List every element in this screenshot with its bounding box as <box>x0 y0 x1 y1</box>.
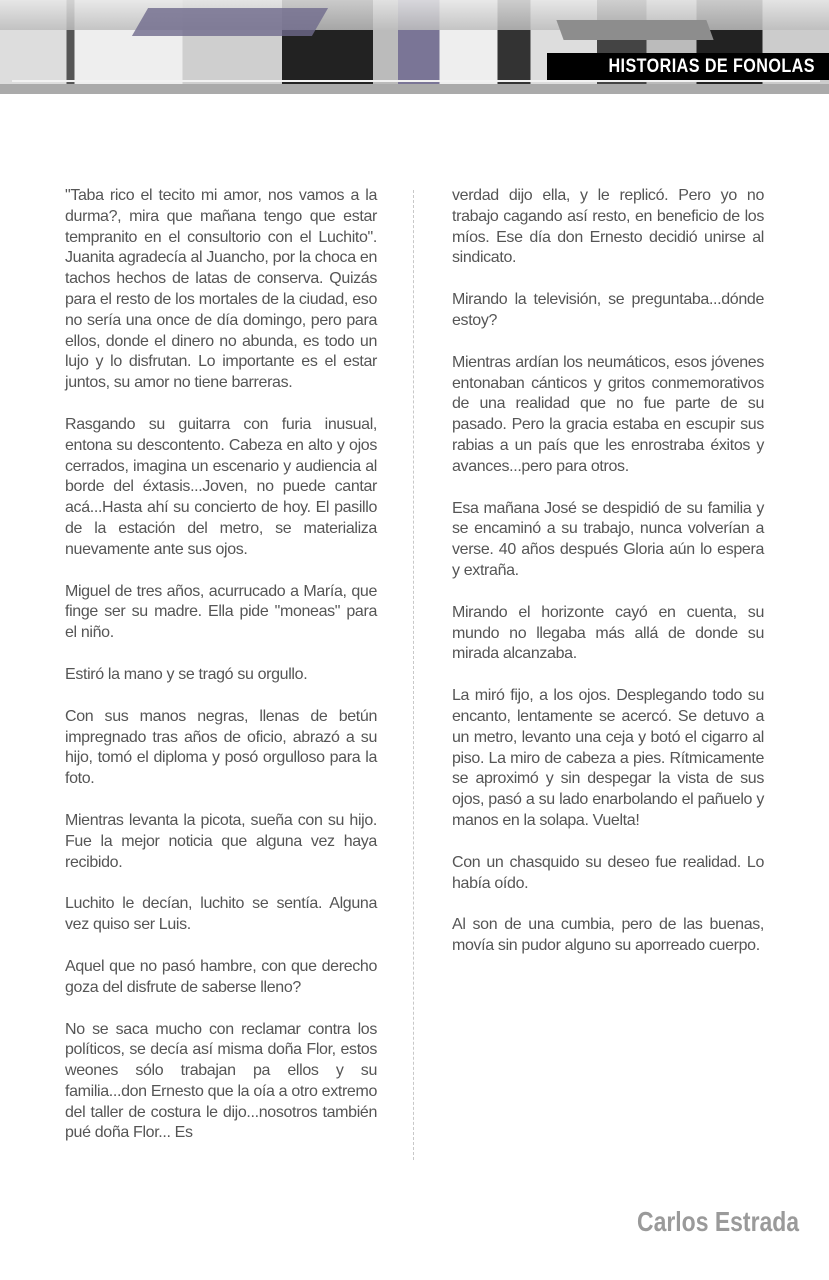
paragraph: Mirando la televisión, se preguntaba...dónde estoy? <box>452 291 764 329</box>
banner-roof-2 <box>556 20 713 40</box>
banner-rule <box>12 80 820 82</box>
paragraph: Aquel que no pasó hambre, con que derecho goza del disfrute de saberse lleno? <box>65 957 377 996</box>
paragraph: Con un chasquido su deseo fue realidad. Lo había oído. <box>452 853 764 892</box>
paragraph: No se saca mucho con reclamar contra los políticos, se decía así misma doña Flor, estos weones sólo trabajan pa ellos y su familia...don Ernesto que la oía a otro extremo del taller de costura le dijo...nosotros también pué doña Flor... Es <box>65 1020 377 1142</box>
author-name: Carlos Estrada <box>637 1206 800 1237</box>
column-divider <box>413 190 414 1160</box>
right-column <box>452 186 764 978</box>
paragraph: Al son de una cumbia, pero de las buenas, movía sin pudor alguno su aporreado cuerpo. <box>452 916 764 955</box>
paragraph: Mirando el horizonte cayó en cuenta, su mundo no llegaba más allá de donde su mirada alcanzaba. <box>452 603 764 663</box>
paragraph: Miguel de tres años, acurrucado a María, que finge ser su madre. Ella pide "moneas" para el niño. <box>65 582 377 642</box>
paragraph: verdad dijo ella, y le replicó. Pero yo no trabajo cagando así resto, en beneficio de los míos. Ese día don Ernesto decidió unirse al sindicato. <box>452 187 764 267</box>
section-title-box <box>547 53 829 80</box>
paragraph: "Taba rico el tecito mi amor, nos vamos a la durma?, mira que mañana tengo que estar tempranito en el consultorio con el Luchito". Juanita agradecía al Juancho, por la choca en tachos hechos de latas de conserva. Quizás para el resto de los mortales de la ciudad, eso no sería una once de día domingo, pero para ellos, donde el dinero no abunda, es todo un lujo y lo disfrutan. Lo importante es el estar juntos, su amor no tiene barreras. <box>65 187 377 392</box>
paragraph: Mientras levanta la picota, sueña con su hijo. Fue la mejor noticia que alguna vez haya recibido. <box>65 811 377 871</box>
paragraph: Luchito le decían, luchito se sentía. Alguna vez quiso ser Luis. <box>65 895 377 934</box>
paragraph: Con sus manos negras, llenas de betún impregnado tras años de oficio, abrazó a su hijo, tomó el diploma y posó orgulloso para la foto. <box>65 707 377 788</box>
left-column <box>65 186 377 1165</box>
section-title: HISTORIAS DE FONOLAS <box>608 56 815 77</box>
paragraph: Esa mañana José se despidió de su familia y se encaminó a su trabajo, nunca volverían a verse. 40 años después Gloria aún lo espera y extraña. <box>452 499 764 579</box>
paragraph: Estiró la mano y se tragó su orgullo. <box>65 665 308 683</box>
paragraph: Rasgando su guitarra con furia inusual, entona su descontento. Cabeza en alto y ojos cerrados, imagina un escenario y audiencia al borde del éxtasis...Joven, no puede cantar acá...Hasta ahí su concierto de hoy. El pasillo de la estación del metro, se materializa nuevamente ante sus ojos. <box>65 415 377 558</box>
paragraph: La miró fijo, a los ojos. Desplegando todo su encanto, lentamente se acercó. Se detuvo a un metro, levanto una ceja y botó el cigarro al piso. La miro de cabeza a pies. Rítmicamente se aproximó y sin despegar la vista de sus ojos, pasó a su lado enarbolando el pañuelo y manos en la solapa. Vuelta! <box>452 687 764 829</box>
paragraph: Mientras ardían los neumáticos, esos jóvenes entonaban cánticos y gritos conmemorativos de una realidad que no fue parte de su pasado. Pero la gracia estaba en escupir sus rabias a un país que les enrostraba éxitos y avances...pero para otros. <box>452 353 764 475</box>
banner-ground <box>0 84 829 94</box>
banner-roof <box>132 8 328 36</box>
